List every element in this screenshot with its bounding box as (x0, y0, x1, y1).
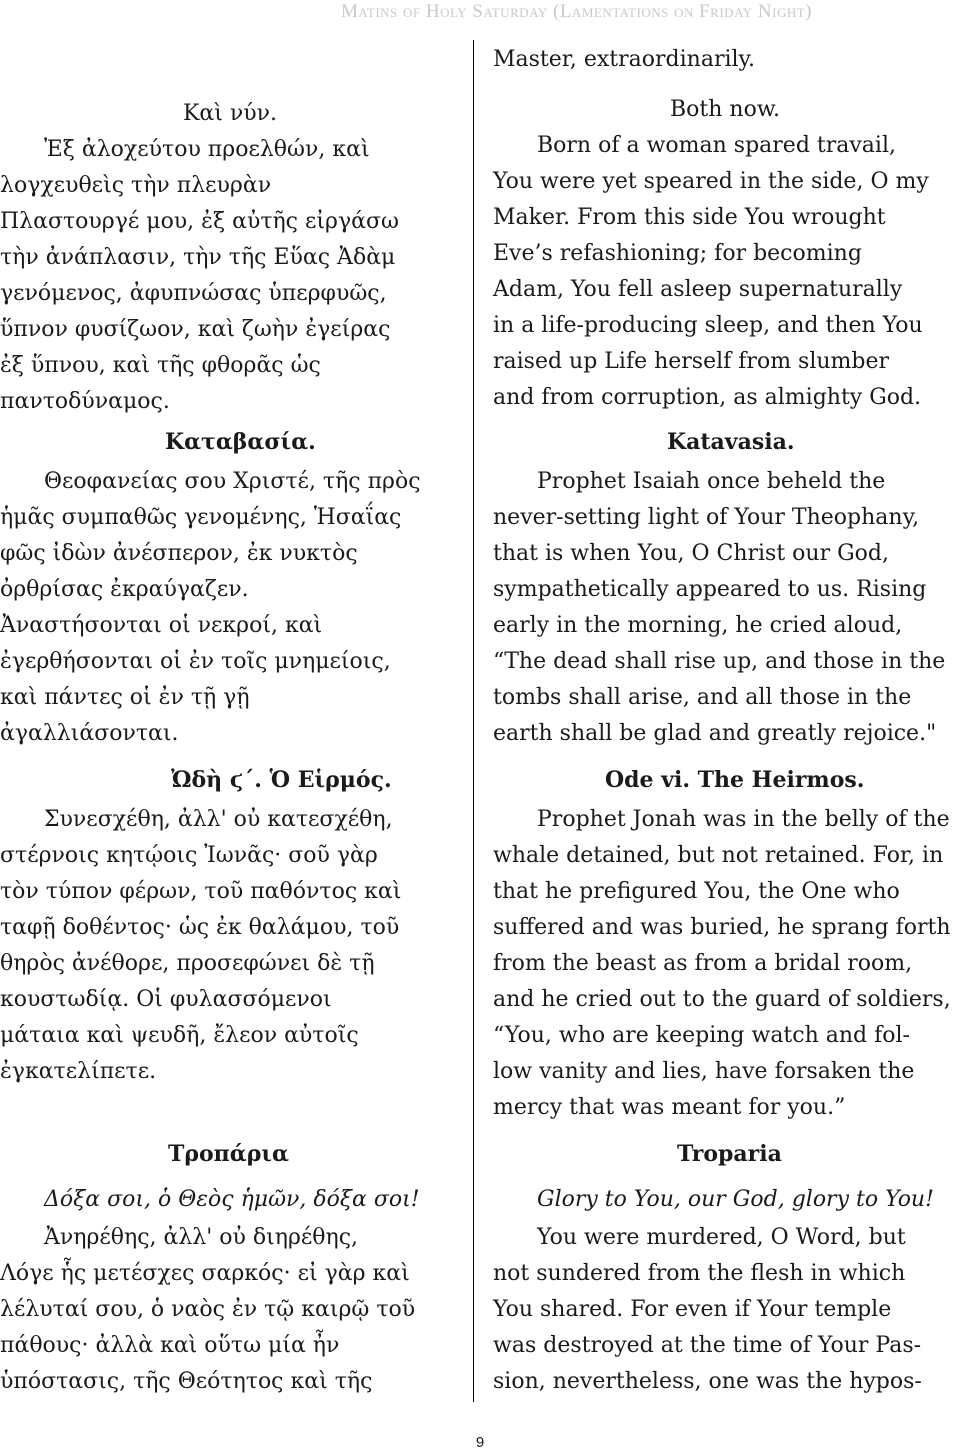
greek-text-line: γενόμενος, ἀφυπνώσας ὑπερφυῶς, (0, 281, 387, 306)
english-text-line: was destroyed at the time of Your Pas- (493, 1333, 922, 1358)
english-text-line: early in the morning, he cried aloud, (493, 613, 903, 638)
greek-text-line: ἡμᾶς συμπαθῶς γενομένης, Ἡσαΐας (0, 505, 402, 530)
english-text-line: sion, nevertheless, one was the hypos- (493, 1369, 922, 1394)
greek-text-line: λέλυταί σου, ὁ ναὸς ἐν τῷ καιρῷ τοῦ (0, 1297, 416, 1322)
english-text-line: in a life-producing sleep, and then You (493, 313, 923, 338)
greek-text-heading: Καταβασία. (165, 429, 316, 455)
english-text-line: whale detained, but not retained. For, in (493, 843, 944, 868)
running-head: Matins of Holy Saturday (Lamentations on Friday Night) (341, 1, 812, 22)
english-text-line: Prophet Jonah was in the belly of the (537, 807, 950, 832)
greek-text-heading: Τροπάρια (168, 1141, 289, 1167)
greek-text-line: τὸν τύπον φέρων, τοῦ παθόντος καὶ (0, 879, 402, 904)
english-text-line: Born of a woman spared travail, (537, 133, 896, 158)
english-text-line: tombs shall arise, and all those in the (493, 685, 912, 710)
greek-text-line: ἐξ ὕπνου, καὶ τῆς φθορᾶς ὡς (0, 353, 321, 378)
english-text-line: Adam, You fell asleep supernaturally (493, 277, 903, 302)
greek-text-line: Δόξα σοι, ὁ Θεὸς ἡμῶν, δόξα σοι! (44, 1187, 420, 1212)
greek-text-line: ταφῇ δοθέντος· ὡς ἐκ θαλάμου, τοῦ (0, 915, 400, 940)
greek-text-line: Συνεσχέθη, ἀλλ' οὐ κατεσχέθη, (44, 807, 393, 832)
greek-text-line: ὕπνον φυσίζωον, καὶ ζωὴν ἐγείρας (0, 317, 391, 342)
greek-text-line: ἐγκατελίπετε. (0, 1059, 157, 1084)
english-text-line: never-setting light of Your Theophany, (493, 505, 920, 530)
greek-text-line: καὶ πάντες οἱ ἐν τῇ γῇ (0, 685, 250, 710)
english-text-line: and from corruption, as almighty God. (493, 385, 922, 410)
english-text-line: sympathetically appeared to us. Rising (493, 577, 927, 602)
english-text-line: Prophet Isaiah once beheld the (537, 469, 886, 494)
page-number: 9 (475, 1434, 485, 1451)
english-text-line: and he cried out to the guard of soldiers, (493, 987, 951, 1012)
greek-text-line: πάθους· ἀλλὰ καὶ οὕτω μία ἦν (0, 1333, 340, 1358)
greek-text-line: θηρὸς ἀνέθορε, προσεφώνει δὲ τῇ (0, 951, 375, 976)
english-text-line: suffered and was buried, he sprang forth (493, 915, 951, 940)
english-text-line: Maker. From this side You wrought (493, 205, 886, 230)
greek-text-line: Πλαστουργέ μου, ἐξ αὐτῆς εἰργάσω (0, 209, 399, 234)
english-text-line: low vanity and lies, have forsaken the (493, 1059, 915, 1084)
greek-text-line: κουστωδίᾳ. Οἱ φυλασσόμενοι (0, 987, 332, 1012)
english-text-line: earth shall be glad and greatly rejoice." (493, 721, 937, 746)
greek-text-line: Λόγε ἧς μετέσχες σαρκός· εἰ γὰρ καὶ (0, 1261, 410, 1286)
english-text-line: that he prefigured You, the One who (493, 879, 900, 904)
greek-text-line: ἀγαλλιάσονται. (0, 721, 179, 746)
english-text-line: “The dead shall rise up, and those in the (493, 649, 946, 674)
english-text-heading: Ode vi. The Heirmos. (605, 767, 865, 793)
greek-text-line: Θεοφανείας σου Χριστέ, τῆς πρὸς (44, 469, 421, 494)
greek-text-line: ὀρθρίσας ἐκραύγαζεν. (0, 577, 249, 602)
english-text-line: raised up Life herself from slumber (493, 349, 890, 374)
greek-text-line: παντοδύναμος. (0, 389, 170, 414)
english-text-line: Both now. (670, 97, 781, 122)
greek-text-line: λογχευθεὶς τὴν πλευρὰν (0, 173, 272, 198)
english-text-line: not sundered from the flesh in which (493, 1261, 906, 1286)
english-text-line: that is when You, O Christ our God, (493, 541, 889, 566)
greek-text-line: ὑπόστασις, τῆς Θεότητος καὶ τῆς (0, 1369, 373, 1394)
greek-text-line: Καὶ νύν. (183, 101, 278, 126)
greek-text-line: τὴν ἀνάπλασιν, τὴν τῆς Εὕας Ἀδὰμ (0, 245, 396, 270)
greek-text-line: ἐγερθήσονται οἱ ἐν τοῖς μνημείοις, (0, 649, 391, 674)
english-text-line: “You, who are keeping watch and fol- (493, 1023, 910, 1048)
greek-text-line: Ἀναστήσονται οἱ νεκροί, καὶ (0, 613, 323, 638)
english-text-line: mercy that was meant for you.” (493, 1095, 846, 1120)
english-text-line: You were murdered, O Word, but (537, 1225, 906, 1250)
greek-text-line: μάταια καὶ ψευδῆ, ἔλεον αὐτοῖς (0, 1023, 359, 1048)
english-text-line: Eve’s refashioning; for becoming (493, 241, 862, 266)
greek-text-heading: Ὠδὴ ϛ΄. Ὁ Εἱρμός. (171, 767, 392, 793)
english-text-heading: Katavasia. (667, 429, 795, 455)
english-text-line: from the beast as from a bridal room, (493, 951, 913, 976)
english-text-line: Master, extraordinarily. (493, 47, 756, 72)
english-text-line: You were yet speared in the side, O my (493, 169, 929, 194)
english-text-line: You shared. For even if Your temple (493, 1297, 892, 1322)
column-divider (473, 40, 474, 1402)
greek-text-line: Ἐξ ἀλοχεύτου προελθών, καὶ (44, 137, 370, 162)
english-text-line: Glory to You, our God, glory to You! (537, 1187, 934, 1212)
greek-text-line: στέρνοις κητῴοις Ἰωνᾶς· σοῦ γὰρ (0, 843, 378, 868)
greek-text-line: φῶς ἰδὼν ἀνέσπερον, ἐκ νυκτὸς (0, 541, 358, 566)
greek-text-line: Ἀνηρέθης, ἀλλ' οὐ διηρέθης, (44, 1225, 359, 1250)
english-text-heading: Troparia (677, 1141, 782, 1167)
